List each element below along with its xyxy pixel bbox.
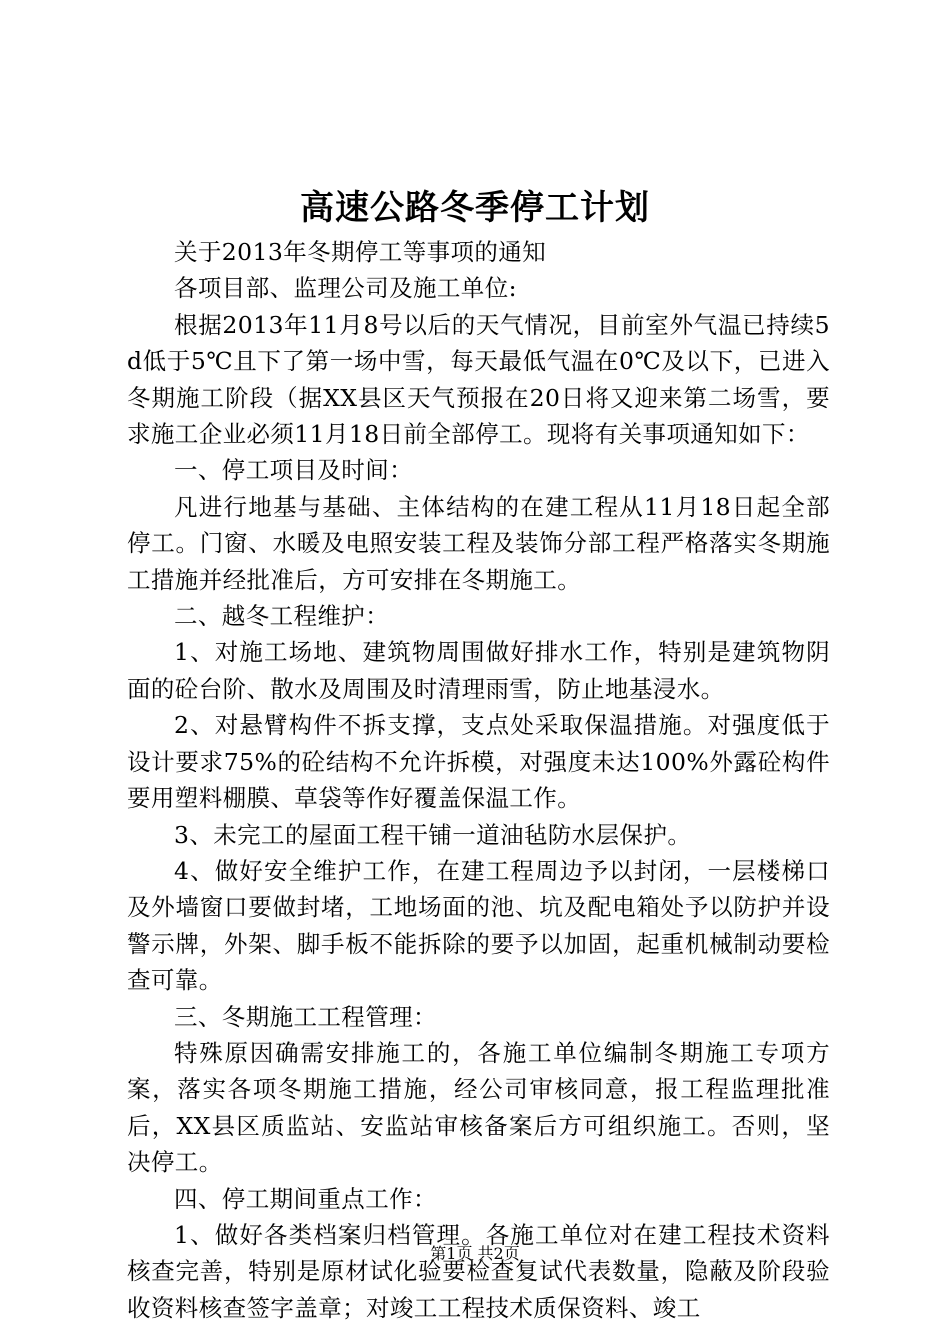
paragraph-item-2-4: 4、做好安全维护工作，在建工程周边予以封闭，一层楼梯口及外墙窗口要做封堵，工地场面的池、坑及配电箱处予以防护并设警示牌，外架、脚手板不能拆除的要予以加固，起重机械制动要检查可靠。 [127, 856, 830, 995]
paragraph-item-4-1: 1、做好各类档案归档管理。各施工单位对在建工程技术资料核查完善，特别是原材试化验要检查复试代表数量，隐蔽及阶段验收资料核查签字盖章；对竣工工程技术质保资料、竣工 [127, 1220, 830, 1322]
paragraph-section-3: 特殊原因确需安排施工的，各施工单位编制冬期施工专项方案，落实各项冬期施工措施，经公司审核同意，报工程监理批准后，XX县区质监站、安监站审核备案后方可组织施工。否则，坚决停工。 [127, 1038, 830, 1177]
document-body [127, 234, 830, 1326]
section-heading-3: 三、冬期施工工程管理： [174, 1002, 437, 1031]
paragraph-item-2-3: 3、未完工的屋面工程干铺一道油毡防水层保护。 [174, 820, 692, 849]
paragraph-item-2-1: 1、对施工场地、建筑物周围做好排水工作，特别是建筑物阴面的砼台阶、散水及周围及时清理雨雪，防止地基浸水。 [127, 638, 830, 703]
paragraph-item-2-2: 2、对悬臂构件不拆支撑，支点处采取保温措施。对强度低于设计要求75%的砼结构不允许拆模，对强度未达100%外露砼构件要用塑料棚膜、草袋等作好覆盖保温工作。 [127, 711, 830, 813]
paragraph-intro: 根据2013年11月8号以后的天气情况，目前室外气温已持续5d低于5℃且下了第一场中雪，每天最低气温在0℃及以下，已进入冬期施工阶段（据XX县区天气预报在20日将又迎来第二场雪，要求施工企业必须11月18日前全部停工。现将有关事项通知如下： [127, 310, 830, 449]
section-heading-1: 一、停工项目及时间： [174, 456, 413, 485]
section-heading-2: 二、越冬工程维护： [174, 602, 390, 631]
document-title: 高速公路冬季停工计划 [300, 188, 650, 228]
page-footer: 第1页 共2页 [430, 1244, 520, 1263]
paragraph-addressee: 各项目部、监理公司及施工单位: [174, 274, 517, 303]
section-heading-4: 四、停工期间重点工作： [174, 1184, 437, 1213]
paragraph-notice-heading: 关于2013年冬期停工等事项的通知 [174, 238, 547, 266]
paragraph-section-1: 凡进行地基与基础、主体结构的在建工程从11月18日起全部停工。门窗、水暖及电照安装工程及装饰分部工程严格落实冬期施工措施并经批准后，方可安排在冬期施工。 [127, 492, 830, 594]
